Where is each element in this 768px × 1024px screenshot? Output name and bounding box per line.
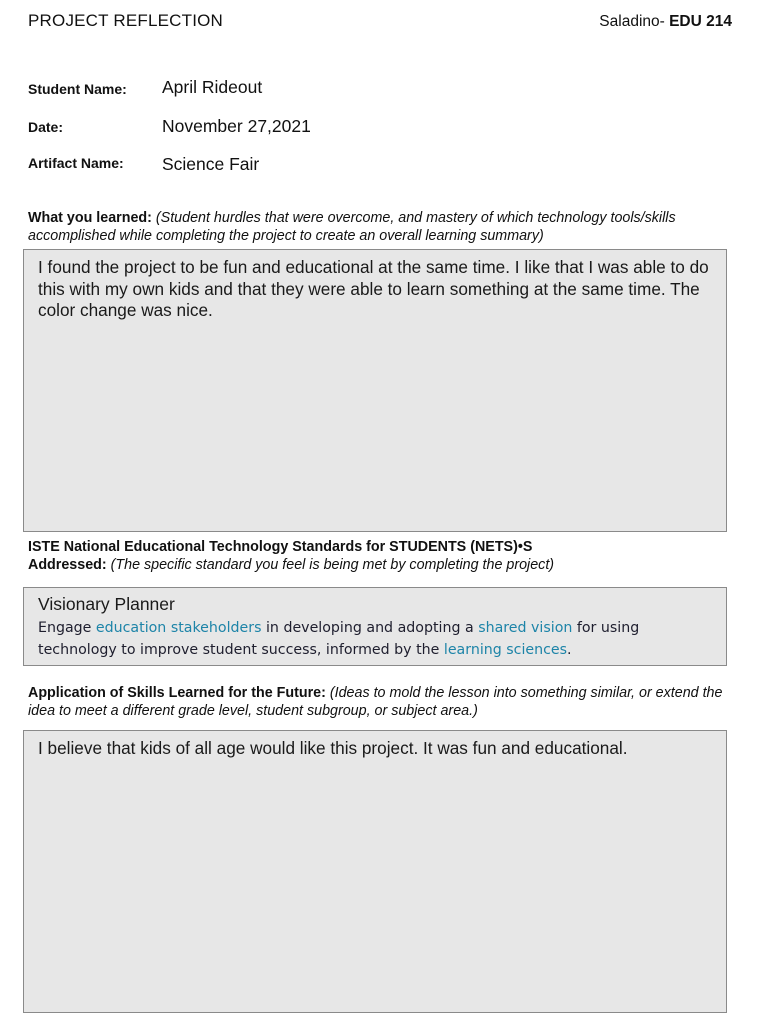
standard-title: Visionary Planner <box>38 594 175 614</box>
education-stakeholders-link[interactable]: education stakeholders <box>95 620 262 636</box>
course-label <box>599 13 732 31</box>
standards-addressed-label: Addressed: <box>28 557 107 573</box>
standards-response-box[interactable] <box>23 587 727 666</box>
future-response-box[interactable] <box>23 730 727 1013</box>
learned-response-box[interactable] <box>23 249 727 532</box>
standards-instructions: (The specific standard you feel is being met by completing the project) <box>110 557 555 573</box>
future-heading <box>28 684 740 720</box>
learning-sciences-link[interactable]: learning sciences <box>443 641 568 658</box>
learned-response-text: I found the project to be fun and educational at the same time. I like that I was able to do this with my own kids and that they were able to learn something at the same time. The color change was nice. <box>38 257 709 320</box>
page-title: PROJECT REFLECTION <box>28 11 224 30</box>
student-name-label: Student Name: <box>28 81 127 97</box>
standards-heading-title: ISTE National Educational Technology Standards for STUDENTS (NETS)•S <box>28 539 533 555</box>
standards-heading <box>28 538 740 574</box>
instructor-name: Saladino- <box>599 13 670 30</box>
shared-vision-link[interactable]: shared vision <box>478 620 573 636</box>
artifact-name-value: Science Fair <box>162 154 260 174</box>
standard-desc-part-3: for using technology to improve student success, informed by the <box>38 620 640 658</box>
learned-instructions: (Student hurdles that were overcome, and mastery of which technology tools/skills accomplished while completing the project to create an overall learning summary) <box>28 210 676 244</box>
standard-description <box>24 615 726 661</box>
standard-desc-part-4: . <box>567 641 572 658</box>
student-name-value: April Rideout <box>162 77 263 97</box>
future-heading-title: Application of Skills Learned for the Future: <box>28 685 326 701</box>
standard-desc-part-2: in developing and adopting a <box>261 620 479 636</box>
learned-heading-title: What you learned: <box>28 210 152 226</box>
date-value: November 27,2021 <box>162 116 311 136</box>
learned-heading <box>28 209 740 245</box>
future-instructions: (Ideas to mold the lesson into something similar, or extend the idea to meet a different grade level, student subgroup, or subject area.) <box>28 685 723 719</box>
standard-desc-part-1: Engage <box>38 620 96 636</box>
date-label: Date: <box>28 119 64 135</box>
course-code: EDU 214 <box>669 13 732 30</box>
future-response-text: I believe that kids of all age would like this project. It was fun and educational. <box>38 738 628 758</box>
artifact-name-label: Artifact Name: <box>28 155 124 171</box>
